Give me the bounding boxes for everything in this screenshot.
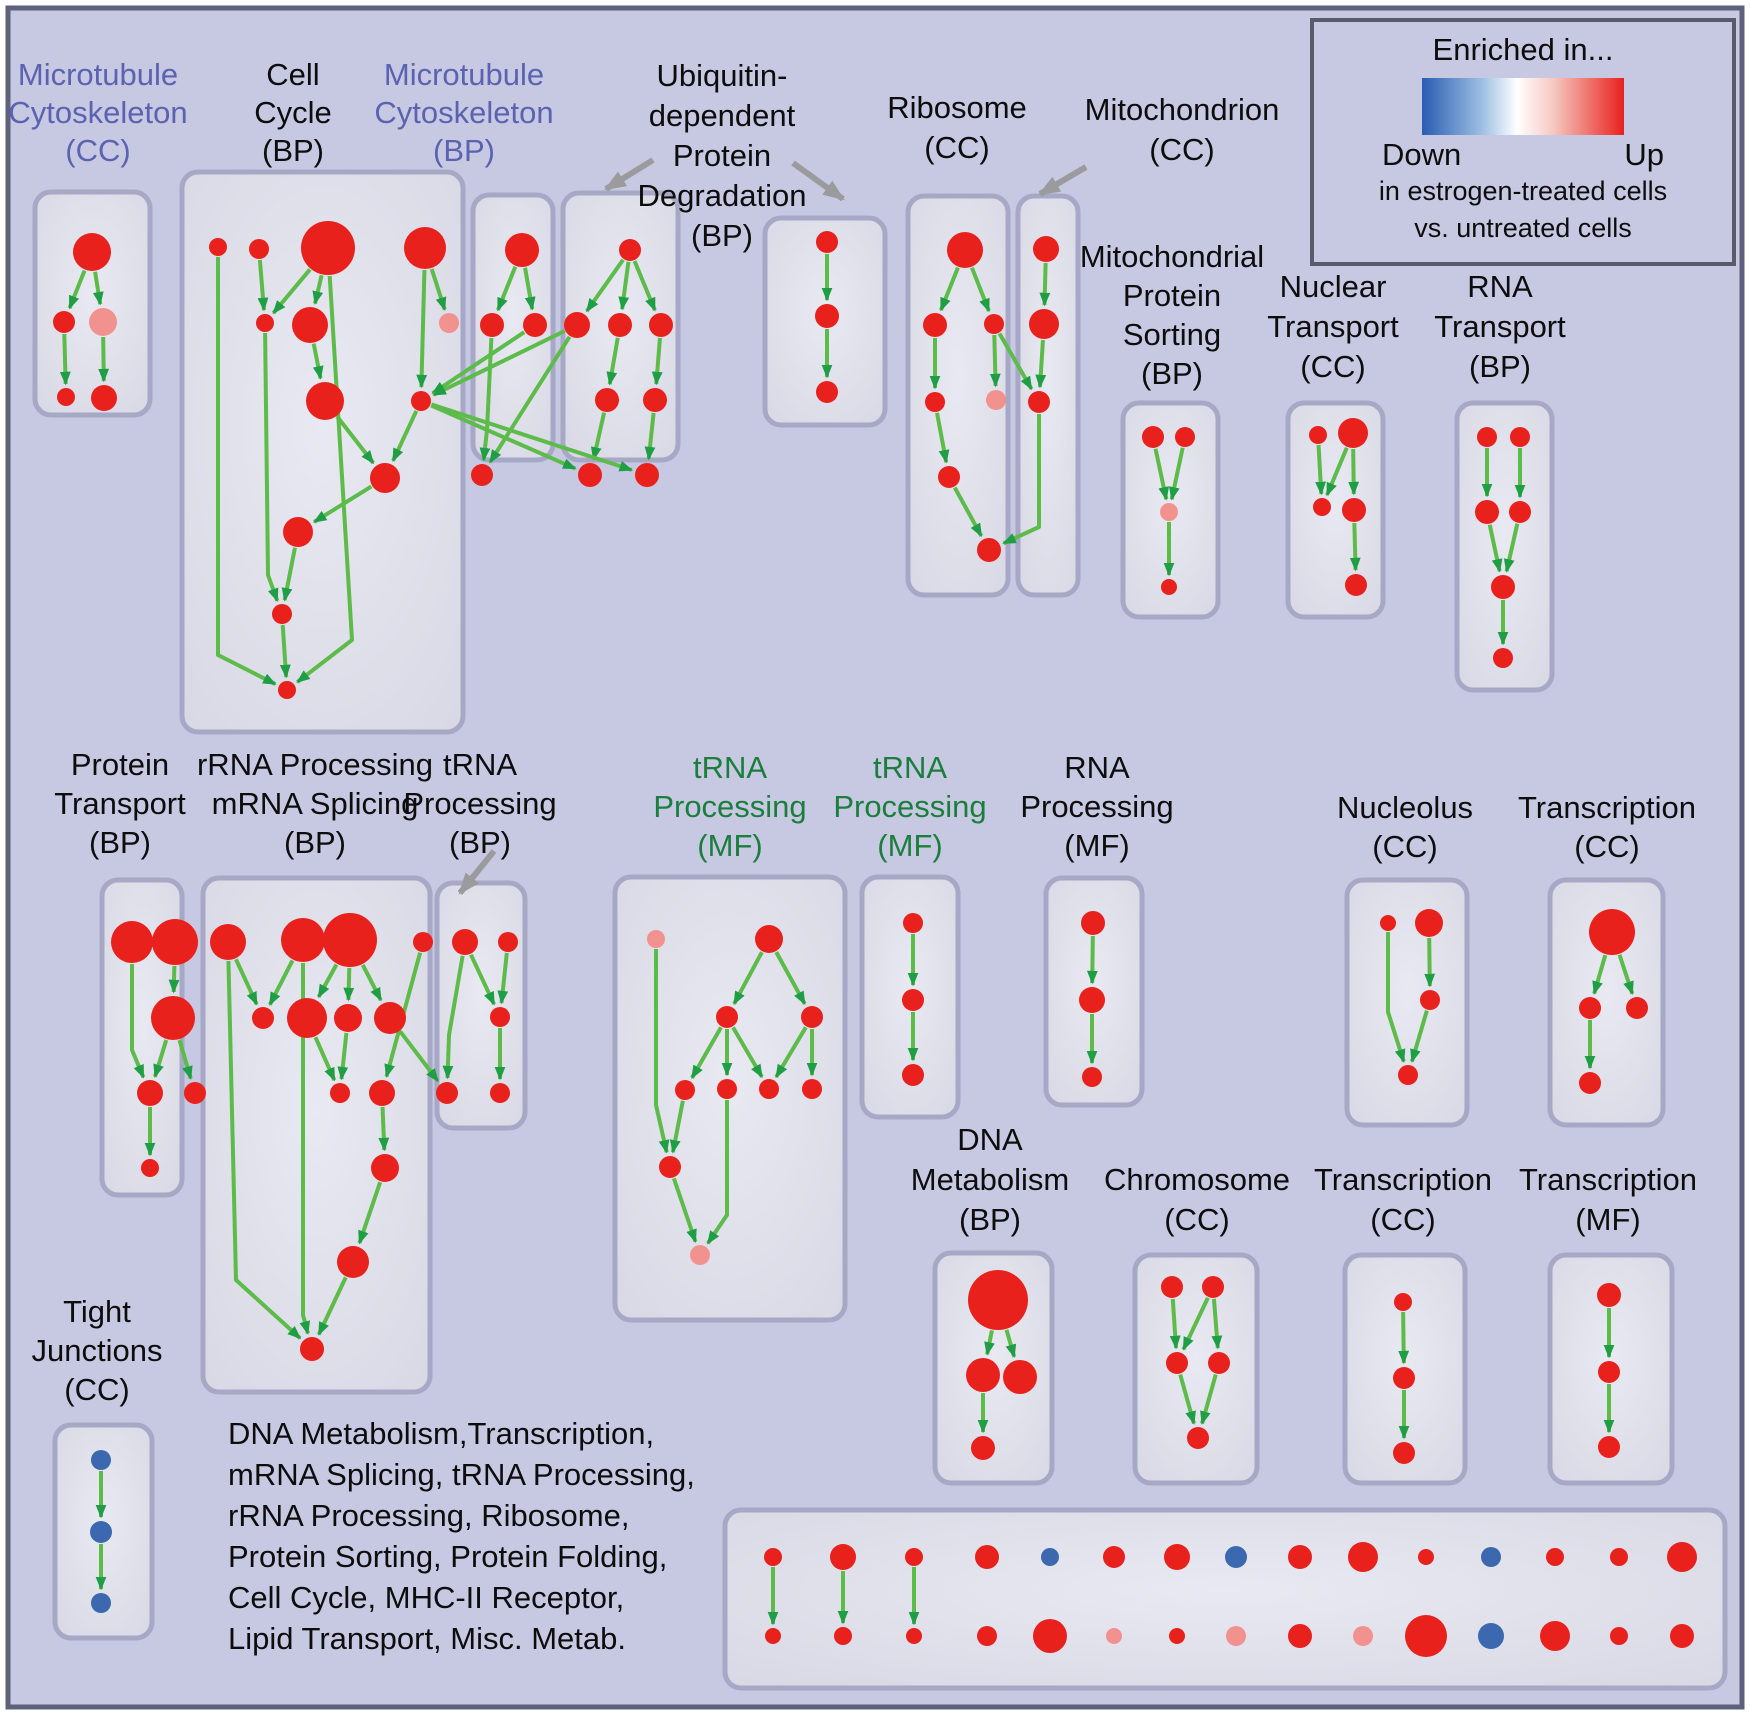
cluster-label-line: (CC) <box>1370 1202 1436 1237</box>
go-term-node <box>1353 1626 1373 1646</box>
go-term-node <box>1509 501 1531 523</box>
cluster-label-line: Transcription <box>1313 1162 1493 1197</box>
go-term-node <box>411 391 431 411</box>
cluster-box-nuclear-transport-cc <box>1288 403 1383 617</box>
cluster-label-line: Mitochondrial <box>1079 239 1265 274</box>
go-term-node <box>1187 1427 1209 1449</box>
go-term-node <box>1345 574 1367 596</box>
legend-gradient-bar <box>1422 78 1624 135</box>
go-term-node <box>1481 1547 1501 1567</box>
go-term-node <box>498 932 518 952</box>
go-term-node <box>975 1545 999 1569</box>
go-term-node <box>1477 427 1497 447</box>
go-term-node <box>141 1159 159 1177</box>
cluster-box-microtubule-cytoskeleton-cc <box>35 192 150 415</box>
cluster-label-line: (MF) <box>1064 828 1130 863</box>
cluster-label-line: Processing <box>1020 789 1174 824</box>
legend-subtitle-2: vs. untreated cells <box>1414 213 1632 243</box>
cluster-label-line: Chromosome <box>1103 1162 1291 1197</box>
cluster-label-line: Ribosome <box>887 90 1027 125</box>
go-term-node <box>902 1064 924 1086</box>
go-term-node <box>337 1246 369 1278</box>
edge-arrow <box>1403 1312 1404 1363</box>
legend-up-label: Up <box>1624 137 1664 172</box>
edge-arrow <box>1354 523 1355 570</box>
go-term-node <box>716 1006 738 1028</box>
go-term-node <box>1288 1624 1312 1648</box>
cluster-label-line: RNA <box>1467 269 1533 304</box>
go-term-node <box>764 1548 782 1566</box>
go-term-node <box>1380 915 1396 931</box>
cluster-label-line: (CC) <box>1149 132 1215 167</box>
cluster-label-line: Nucleolus <box>1336 790 1474 825</box>
go-term-node <box>947 232 983 268</box>
go-term-node <box>1398 1065 1418 1085</box>
cluster-label-line: RNA <box>1064 750 1130 785</box>
go-term-node <box>717 1079 737 1099</box>
go-term-node <box>968 1270 1028 1330</box>
legend-title: Enriched in... <box>1432 32 1614 67</box>
legend-subtitle-1: in estrogen-treated cells <box>1378 176 1668 206</box>
go-term-node <box>816 381 838 403</box>
go-term-node <box>252 1007 274 1029</box>
go-term-node <box>1546 1548 1564 1566</box>
go-term-node <box>1041 1548 1059 1566</box>
go-term-node <box>1225 1546 1247 1568</box>
caption-line: rRNA Processing, Ribosome, <box>228 1498 630 1533</box>
go-term-node <box>801 1006 823 1028</box>
go-term-node <box>1226 1626 1246 1646</box>
go-term-node <box>53 311 75 333</box>
cluster-label-line: Cytoskeleton <box>8 95 188 130</box>
cluster-label-line: (BP) <box>89 825 151 860</box>
edge-arrow <box>1429 938 1430 986</box>
go-term-node <box>619 239 641 261</box>
go-term-node <box>301 221 355 275</box>
go-term-node <box>1491 575 1515 599</box>
go-term-node <box>505 233 539 267</box>
go-term-node <box>1161 579 1177 595</box>
go-term-node <box>209 238 227 256</box>
go-term-node <box>1338 418 1368 448</box>
cluster-label-line: Transport <box>1434 309 1566 344</box>
cluster-label-line: tRNA <box>442 747 518 782</box>
edge-arrow <box>103 337 104 381</box>
edge-arrow <box>348 968 349 1000</box>
go-term-node <box>490 1083 510 1103</box>
go-term-node <box>330 1083 350 1103</box>
go-term-node <box>374 1002 406 1034</box>
cluster-label-line: Transcription <box>1517 790 1697 825</box>
go-term-node <box>1208 1352 1230 1374</box>
go-term-node <box>371 1154 399 1182</box>
go-term-node <box>210 924 246 960</box>
legend-box <box>1310 18 1736 266</box>
caption-line: Protein Sorting, Protein Folding, <box>228 1539 668 1574</box>
cluster-label-line: DNA <box>957 1122 1023 1157</box>
go-term-node <box>137 1080 163 1106</box>
go-term-node <box>816 231 838 253</box>
go-term-node <box>1579 997 1601 1019</box>
go-term-node <box>1081 911 1105 935</box>
go-term-node <box>1169 1628 1185 1644</box>
cluster-label-line: (CC) <box>1164 1202 1230 1237</box>
caption-line: mRNA Splicing, tRNA Processing, <box>228 1457 695 1492</box>
go-term-node <box>334 1004 362 1032</box>
cluster-label-line: Processing <box>833 789 987 824</box>
cluster-label-line: Transport <box>54 786 186 821</box>
cluster-label-line: Tight <box>63 1294 131 1329</box>
go-term-node <box>73 233 111 271</box>
go-term-node <box>659 1156 681 1178</box>
cluster-label-line: Protein <box>1122 278 1222 313</box>
go-term-node <box>1415 909 1443 937</box>
cluster-label-line: Cytoskeleton <box>374 95 554 130</box>
go-term-node <box>1475 500 1499 524</box>
go-term-node <box>1405 1615 1447 1657</box>
go-term-node <box>151 996 195 1040</box>
go-term-node <box>1028 391 1050 413</box>
legend-down-label: Down <box>1382 137 1462 172</box>
cluster-label-line: rRNA Processing <box>196 747 434 782</box>
go-term-node <box>323 913 377 967</box>
go-term-node <box>1106 1628 1122 1644</box>
cluster-label-line: Cell <box>266 57 320 92</box>
go-term-node <box>1160 503 1178 521</box>
go-term-node <box>278 681 296 699</box>
go-term-node <box>89 308 117 336</box>
go-term-node <box>1418 1549 1434 1565</box>
cluster-box-nucleolus-cc <box>1347 880 1467 1125</box>
cluster-label-line: (BP) <box>691 218 753 253</box>
go-term-node <box>436 1082 458 1104</box>
go-term-node <box>292 307 328 343</box>
go-term-node <box>1610 1627 1628 1645</box>
go-term-node <box>523 313 547 337</box>
go-term-node <box>1164 1544 1190 1570</box>
cluster-label-line: (BP) <box>449 825 511 860</box>
go-term-node <box>675 1080 695 1100</box>
go-term-node <box>925 392 945 412</box>
go-term-node <box>1161 1276 1183 1298</box>
go-term-node <box>649 313 673 337</box>
cluster-label-line: Sorting <box>1122 317 1222 352</box>
go-term-node <box>1033 1619 1067 1653</box>
go-term-node <box>404 227 446 269</box>
go-term-node <box>1610 1548 1628 1566</box>
go-term-node <box>281 918 325 962</box>
go-term-node <box>471 464 493 486</box>
go-term-node <box>287 998 327 1038</box>
go-term-node <box>643 388 667 412</box>
edge-arrow <box>1319 445 1322 494</box>
go-term-node <box>1082 1067 1102 1087</box>
edge-arrow <box>1045 263 1046 305</box>
go-term-node <box>938 466 960 488</box>
cluster-label-line: (BP) <box>262 133 324 168</box>
go-term-node <box>91 385 117 411</box>
go-term-node <box>111 921 153 963</box>
legend-axis-labels <box>1382 137 1664 173</box>
cluster-label-line: Protein <box>70 747 170 782</box>
go-term-node <box>902 989 924 1011</box>
cluster-label-line: (CC) <box>1300 349 1366 384</box>
edge-arrow <box>64 334 65 384</box>
go-term-node <box>283 517 313 547</box>
go-term-node <box>439 313 459 333</box>
go-term-node <box>300 1337 324 1361</box>
edge-arrow <box>1353 449 1354 494</box>
go-term-node <box>1003 1360 1037 1394</box>
go-term-node <box>91 1593 111 1613</box>
cluster-label-line: Protein <box>672 138 772 173</box>
go-term-node <box>647 930 665 948</box>
cluster-label-line: mRNA Splicing <box>211 786 419 821</box>
go-term-node <box>595 388 619 412</box>
cluster-label-line: Metabolism <box>910 1162 1070 1197</box>
go-term-node <box>1510 427 1530 447</box>
go-term-node <box>923 313 947 337</box>
go-term-node <box>306 382 344 420</box>
go-term-node <box>152 919 198 965</box>
go-term-node <box>905 1548 923 1566</box>
go-term-node <box>91 1450 111 1470</box>
cluster-label-line: tRNA <box>692 750 768 785</box>
cluster-label-line: dependent <box>648 98 796 133</box>
caption-line: DNA Metabolism,Transcription, <box>228 1416 655 1451</box>
go-term-node <box>1579 1072 1601 1094</box>
go-term-node <box>986 390 1006 410</box>
go-term-node <box>1029 309 1059 339</box>
go-term-node <box>759 1079 779 1099</box>
go-term-node <box>1589 909 1635 955</box>
go-term-node <box>1313 498 1331 516</box>
go-term-node <box>906 1628 922 1644</box>
go-term-node <box>690 1245 710 1265</box>
cluster-label-line: Transport <box>1267 309 1399 344</box>
cluster-label-line: tRNA <box>872 750 948 785</box>
cluster-box-misc-metabolism-group <box>725 1510 1725 1688</box>
go-term-node <box>1393 1367 1415 1389</box>
go-term-node <box>1626 997 1648 1019</box>
go-term-node <box>1348 1542 1378 1572</box>
cluster-label-line: Mitochondrion <box>1084 92 1280 127</box>
go-term-node <box>369 1080 395 1106</box>
go-term-node <box>480 313 504 337</box>
cluster-label-line: (CC) <box>1574 829 1640 864</box>
go-term-node <box>1033 236 1059 262</box>
cluster-label-line: Degradation <box>637 178 807 213</box>
go-term-node <box>903 913 923 933</box>
cluster-label-line: (MF) <box>877 828 943 863</box>
cluster-label-line: Nuclear <box>1279 269 1387 304</box>
go-term-node <box>1288 1545 1312 1569</box>
go-term-node <box>834 1627 852 1645</box>
cluster-label-line: Cycle <box>254 95 332 130</box>
go-term-node <box>1175 427 1195 447</box>
cluster-label-line: (BP) <box>959 1202 1021 1237</box>
cluster-label-line: (CC) <box>65 133 131 168</box>
go-term-node <box>272 604 292 624</box>
cluster-label-line: Transcription <box>1518 1162 1698 1197</box>
go-term-node <box>1598 1361 1620 1383</box>
cluster-label-line: (BP) <box>284 825 346 860</box>
go-term-node <box>249 239 269 259</box>
go-term-node <box>635 463 659 487</box>
edge-arrow <box>174 966 175 992</box>
cluster-label-line: (BP) <box>1141 356 1203 391</box>
go-term-node <box>1393 1442 1415 1464</box>
cluster-label-line: Processing <box>403 786 557 821</box>
go-term-node <box>1670 1624 1694 1648</box>
go-term-node <box>452 929 478 955</box>
go-term-node <box>977 538 1001 562</box>
go-term-node <box>1166 1352 1188 1374</box>
edge-arrow <box>994 335 995 386</box>
cluster-label-line: (MF) <box>697 828 763 863</box>
cluster-label-line: Ubiquitin- <box>656 58 788 93</box>
cluster-label-line: Processing <box>653 789 807 824</box>
go-term-node <box>90 1521 112 1543</box>
go-term-node <box>608 313 632 337</box>
go-term-node <box>1342 498 1366 522</box>
go-term-node <box>1394 1293 1412 1311</box>
go-term-node <box>184 1082 206 1104</box>
go-term-node <box>1079 987 1105 1013</box>
cluster-label-line: (MF) <box>1575 1202 1641 1237</box>
go-term-node <box>984 314 1004 334</box>
go-term-node <box>977 1626 997 1646</box>
go-term-node <box>1493 648 1513 668</box>
go-term-node <box>966 1358 1000 1392</box>
cluster-label-line: Microtubule <box>17 57 179 92</box>
cluster-label-line: Junctions <box>31 1333 163 1368</box>
cluster-label-line: (CC) <box>64 1372 130 1407</box>
go-term-node <box>1202 1276 1224 1298</box>
go-term-node <box>490 1007 510 1027</box>
go-term-node <box>1540 1621 1570 1651</box>
cluster-label-line: (BP) <box>433 133 495 168</box>
go-term-node <box>1667 1542 1697 1572</box>
go-term-node <box>57 388 75 406</box>
go-term-node <box>815 304 839 328</box>
caption-line: Cell Cycle, MHC-II Receptor, <box>228 1580 625 1615</box>
go-term-node <box>564 312 590 338</box>
go-term-node <box>755 925 783 953</box>
cluster-label-line: (CC) <box>924 130 990 165</box>
go-term-node <box>370 463 400 493</box>
go-term-node <box>1598 1436 1620 1458</box>
go-term-node <box>1103 1546 1125 1568</box>
cluster-label-line: (CC) <box>1372 829 1438 864</box>
go-term-node <box>413 932 433 952</box>
go-term-node <box>971 1436 995 1460</box>
go-term-node <box>1597 1283 1621 1307</box>
go-term-node <box>1142 426 1164 448</box>
edge-arrow <box>1092 936 1093 983</box>
go-term-node <box>256 314 274 332</box>
cluster-label-line: Microtubule <box>383 57 545 92</box>
misc-cluster-caption <box>228 1413 695 1659</box>
go-term-node <box>830 1544 856 1570</box>
go-term-node <box>1478 1623 1504 1649</box>
caption-line: Lipid Transport, Misc. Metab. <box>228 1621 626 1656</box>
go-term-node <box>1309 426 1327 444</box>
cluster-label-line: (BP) <box>1469 349 1531 384</box>
edge-arrow <box>383 1107 385 1150</box>
go-term-node <box>765 1628 781 1644</box>
go-term-node <box>1420 990 1440 1010</box>
go-term-node <box>802 1079 822 1099</box>
go-term-node <box>578 463 602 487</box>
cluster-box-rna-transport-bp <box>1457 403 1552 690</box>
